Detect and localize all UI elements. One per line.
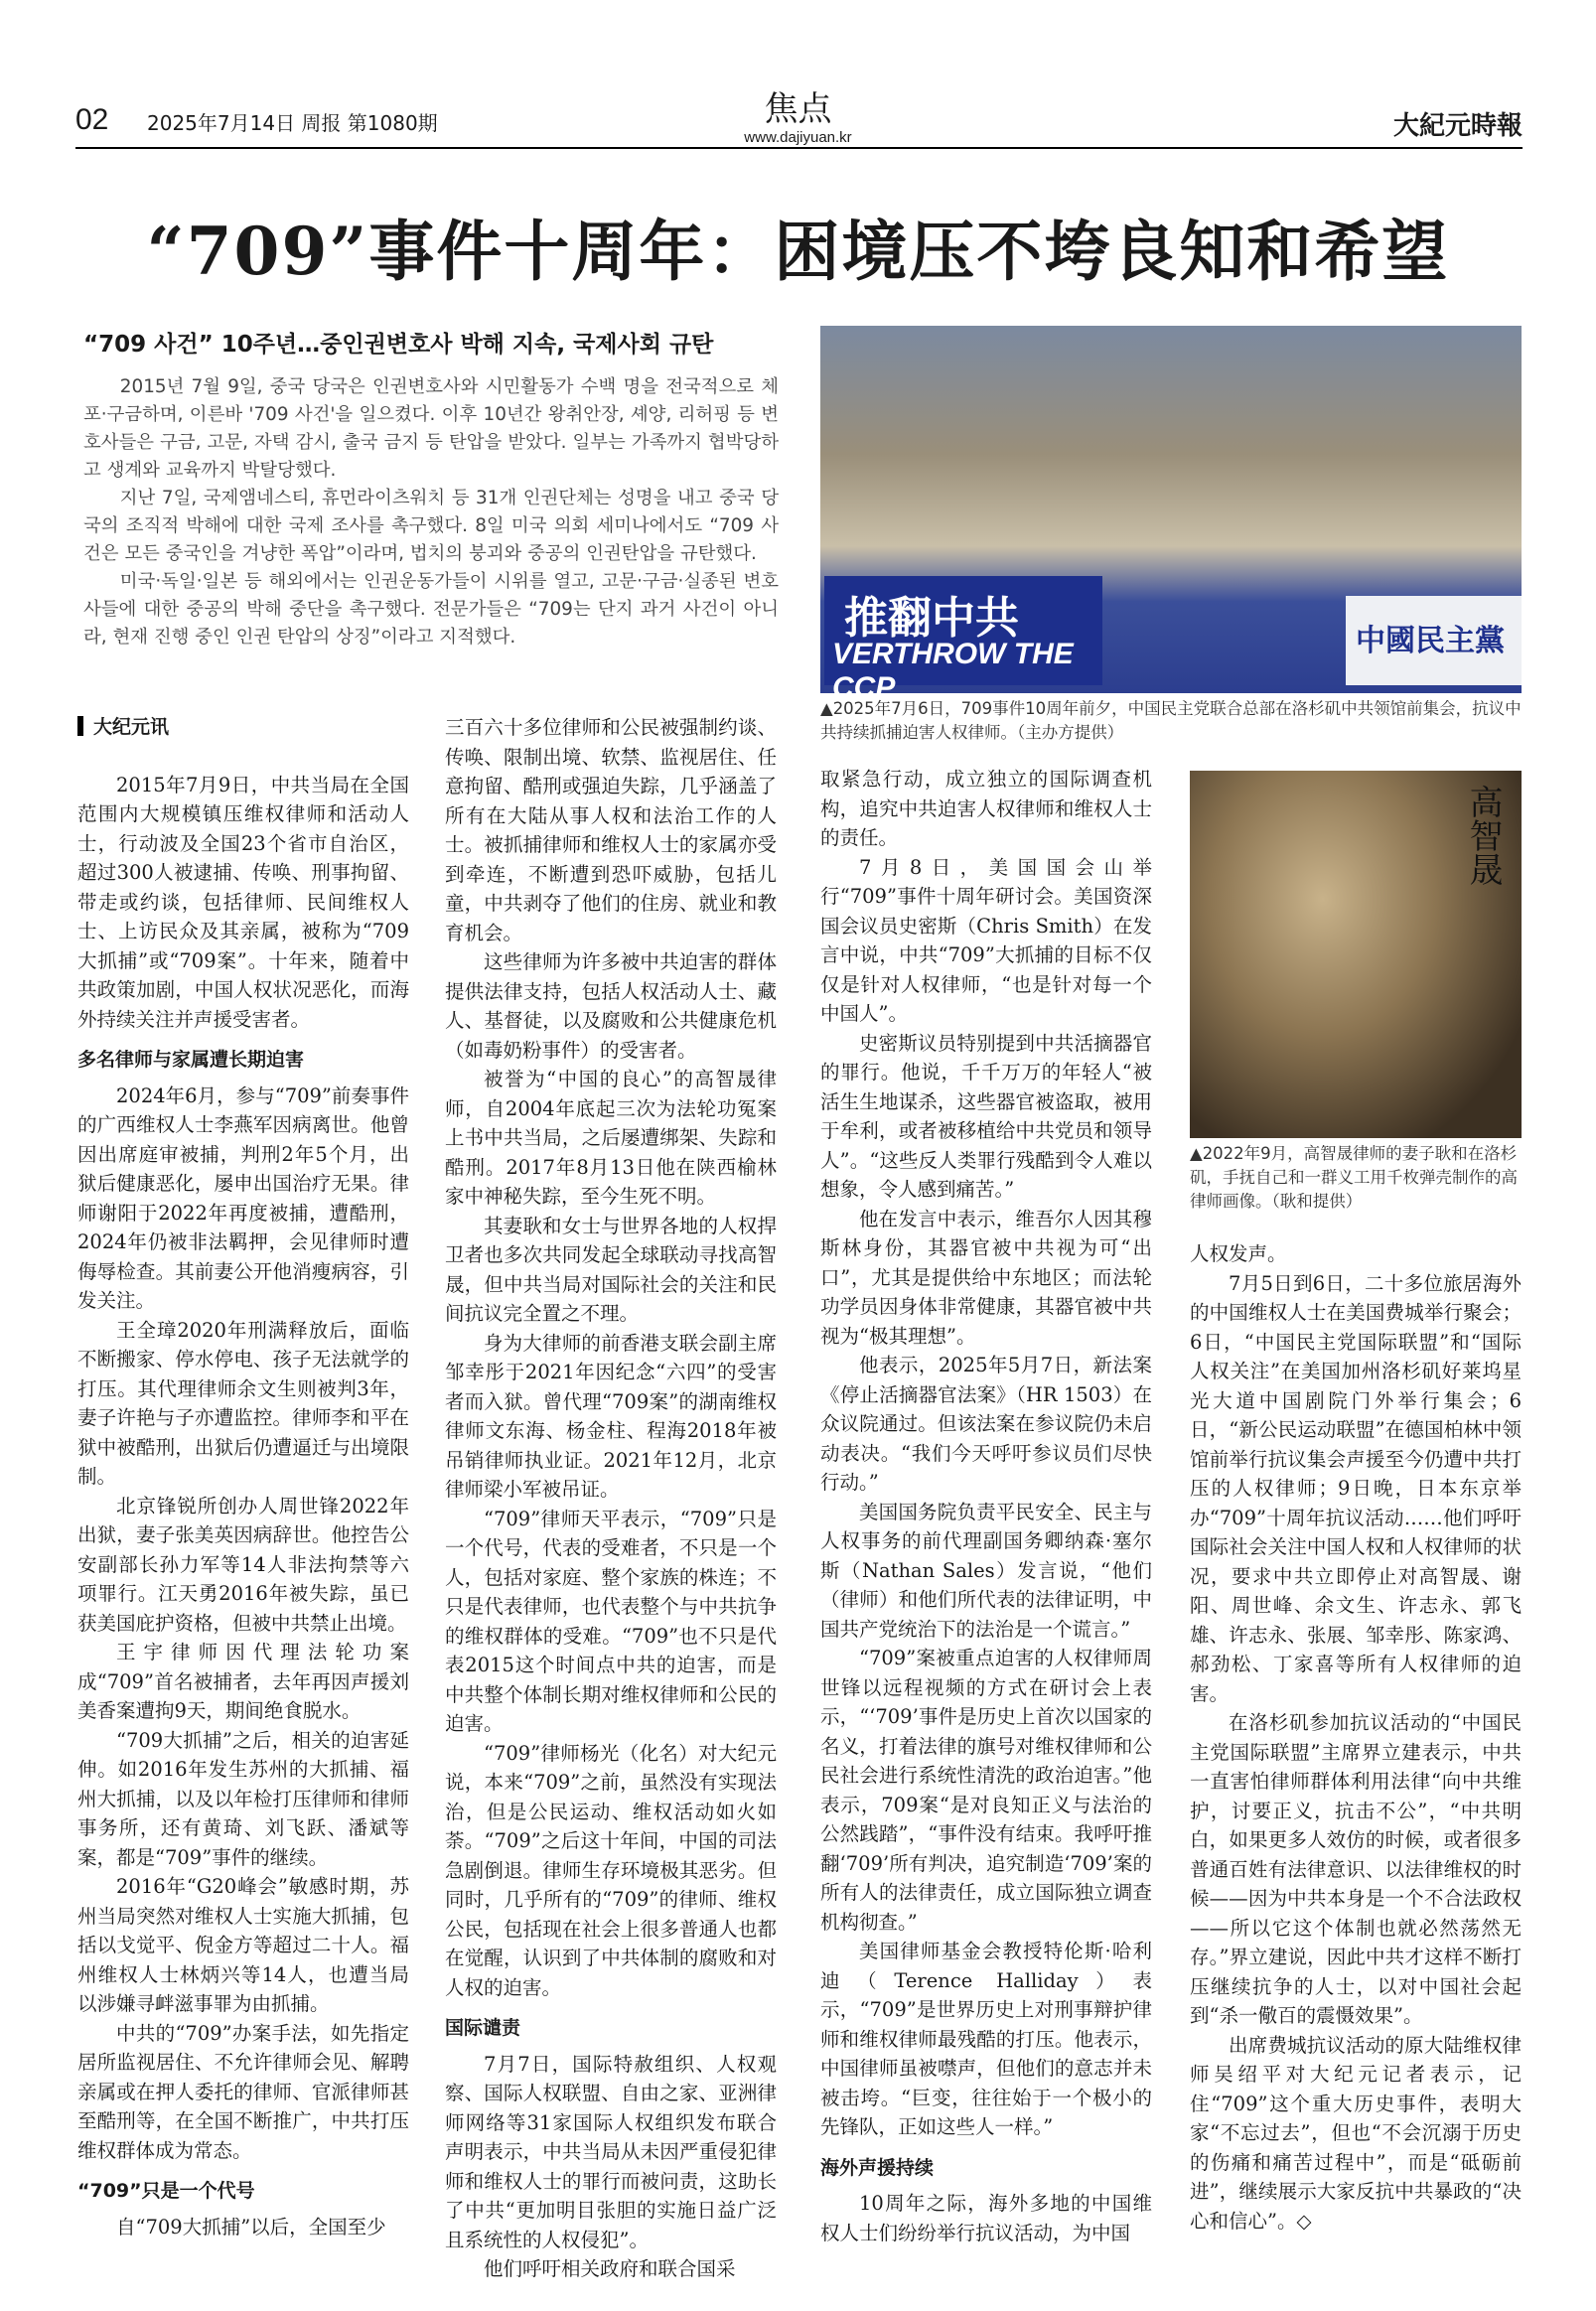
portrait-photo xyxy=(1190,771,1522,1138)
paragraph: 王全璋2020年刑满释放后，面临不断搬家、停水停电、孩子无法就学的打压。其代理律师余文生则被判3年，妻子许艳与子亦遭监控。律师李和平在狱中被酷刑，出狱后仍遭逼迁与出境限制。 xyxy=(77,1318,409,1488)
paragraph: 在洛杉矶参加抗议活动的“中国民主党国际联盟”主席界立建表示，中共一直害怕律师群体利用法律“向中共维护，讨要正义，抗击不公”，“中共明白，如果更多人效仿的时候，或者很多普通百姓有法律意识、以法律维权的时候——因为中共本身是一个不合法政权——所以它这个体制也就必然荡然无存。”界立建说，因此中共才这样不断打压继续抗争的人士，以对中国社会起到“杀一儆百的震慑效果”。 xyxy=(1190,1711,1522,2027)
article-column-1 xyxy=(77,713,409,2241)
byline xyxy=(77,713,409,743)
paragraph: 中共的“709”办案手法，如先指定居所监视居住、不允许律师会见、解聘亲属或在押人委托的律师、官派律师甚至酷刑等，在全国不断推广，中共打压维权群体成为常态。 xyxy=(77,2021,409,2162)
paragraph: 他们呼吁相关政府和联合国采 xyxy=(484,2257,736,2280)
korean-paragraph: 미국·독일·일본 등 해외에서는 인권운동가들이 시위를 열고, 고문·구금·실종된 변호사들에 대한 중공의 박해 중단을 촉구했다. 전문가들은 “709는 단지 과거 사건이 아니라, 현재 진행 중인 인권 탄압의 상징”이라고 지적했다. xyxy=(83,571,779,648)
paragraph: 史密斯议员特别提到中共活摘器官的罪行。他说，千千万万的年轻人“被活生生地谋杀，这些器官被盗取，被用于牟利，或者被移植给中共党员和领导人”。“这些反人类罪行残酷到令人难以想象，令人感到痛苦。” xyxy=(820,1031,1152,1201)
paragraph: 2015年7月9日，中共当局在全国范围内大规模镇压维权律师和活动人士，行动波及全国23个省市自治区，超过300人被逮捕、传唤、刑事拘留、带走或约谈，包括律师、民间维权人士、上访民众及其亲属，被称为“709大抓捕”或“709案”。十年来，随着中共政策加剧，中国人权状况恶化，而海外持续关注并声援受害者。 xyxy=(77,773,409,1031)
issue-date: 2025年7月14日 周报 第1080期 xyxy=(147,111,438,135)
party-banner-text: 中國民主黨 xyxy=(1356,624,1505,658)
subheading: 国际谴责 xyxy=(445,2017,521,2039)
paragraph: 美国国务院负责平民安全、民主与人权事务的前代理副国务卿纳森·塞尔斯（Nathan Sales）发言说，“他们（律师）和他们所代表的法律证明，中国共产党统治下的法治是一个谎言。” xyxy=(820,1500,1152,1641)
paragraph: 取紧急行动，成立独立的国际调查机构，追究中共迫害人权律师和维权人士的责任。 xyxy=(820,768,1152,849)
banner-text: 推翻中共 xyxy=(844,593,1019,644)
paragraph: 身为大律师的前香港支联会副主席邹幸彤于2021年因纪念“六四”的受害者而入狱。曾代理“709案”的湖南维权律师文东海、杨金柱、程海2018年被吊销律师执业证。2021年12月，北京律师梁小军被吊证。 xyxy=(445,1331,777,1501)
paragraph: 2024年6月，参与“709”前奏事件的广西维权人士李燕军因病离世。他曾因出席庭审被捕，判刑2年5个月，出狱后健康恶化，屡申出国治疗无果。律师谢阳于2022年再度被捕，遭酷刑，2024年仍被非法羁押，会见律师时遭侮辱检查。其前妻公开他消瘦病容，引发关注。 xyxy=(77,1083,409,1312)
paragraph: 10周年之际，海外多地的中国维权人士们纷纷举行抗议活动，为中国 xyxy=(820,2192,1152,2244)
paragraph: 出席费城抗议活动的原大陆维权律师吴绍平对大纪元记者表示，记住“709”这个重大历史事件，表明大家“不忘过去”，但也“不会沉溺于历史的伤痛和痛苦过程中”，而是“砥砺前进”，继续展示大家反抗中共暴政的“决心和信心”。◇ xyxy=(1190,2033,1522,2233)
paragraph: 人权发声。 xyxy=(1190,1242,1287,1265)
byline-text: 大纪元讯 xyxy=(93,716,170,738)
paragraph: 三百六十多位律师和公民被强制约谈、传唤、限制出境、软禁、监视居住、任意拘留、酷刑或强迫失踪，几乎涵盖了所有在大陆从事人权和法治工作的人士。被抓捕律师和维权人士的家属亦受到牵连，不断遭到恐吓威胁，包括儿童，中共剥夺了他们的住房、就业和教育机会。 xyxy=(445,716,777,944)
paragraph: 被誉为“中国的良心”的高智晟律师，自2004年底起三次为法轮功冤案上书中共当局，之后屡遭绑架、失踪和酷刑。2017年8月13日他在陕西榆林家中神秘失踪，至今生死不明。 xyxy=(445,1068,777,1208)
subheading: “709”只是一个代号 xyxy=(77,2180,255,2202)
paragraph: 自“709大抓捕”以后，全国至少 xyxy=(116,2215,386,2239)
korean-summary xyxy=(83,373,779,651)
paragraph: 7月5日到6日，二十多位旅居海外的中国维权人士在美国费城举行聚会；6日，“中国民主党国际联盟”和“国际人权关注”在美国加州洛杉矶好莱坞星光大道中国剧院门外举行集会；6日，“新公民运动联盟”在德国柏林中领馆前举行抗议集会声援至今仍遭中共打压的人权律师；9日晚，日本东京举办“709”十周年抗议活动……他们呼吁国际社会关注中国人权和人权律师的状况，要求中共立即停止对高智晟、谢阳、周世峰、余文生、许志永、郭飞雄、许志永、张展、邹幸彤、陈家鸿、郝劲松、丁家喜等所有人权律师的迫害。 xyxy=(1190,1271,1522,1705)
article-column-4 xyxy=(1190,1239,1522,2236)
paragraph: “709”案被重点迫害的人权律师周世锋以远程视频的方式在研讨会上表示，“‘709’事件是历史上首次以国家的名义，打着法律的旗号对维权律师和公民社会进行系统性清洗的政治迫害。”他表示，709案“是对良知正义与法治的公然践踏”，“事件没有结束。我呼吁推翻‘709’所有判决，追究制造‘709’案的所有人的法律责任，成立国际独立调查机构彻查。” xyxy=(820,1647,1152,1934)
banner-subtext: VERTHROW THE CCP xyxy=(832,638,1074,704)
paragraph: 其妻耿和女士与世界各地的人权捍卫者也多次共同发起全球联动寻找高智晟，但中共当局对国际社会的关注和民间抗议完全置之不理。 xyxy=(445,1214,777,1325)
paragraph: 7月7日，国际特赦组织、人权观察、国际人权联盟、自由之家、亚洲律师网络等31家国际人权组织发布联合声明表示，中共当局从未因严重侵犯律师和维权人士的罪行而被问责，这助长了中共“更加明目张胆的实施日益广泛且系统性的人权侵犯”。 xyxy=(445,2052,777,2251)
korean-paragraph: 지난 7일, 국제앰네스티, 휴먼라이츠워치 등 31개 인권단체는 성명을 내고 중국 당국의 조직적 박해에 대한 국제 조사를 촉구했다. 8일 미국 의회 세미나에서도 “709 사건은 모든 중국인을 겨냥한 폭압”이라며, 법치의 붕괴와 중공의 인권탄압을 규탄했다. xyxy=(83,488,779,564)
korean-paragraph: 2015년 7월 9일, 중국 당국은 인권변호사와 시민활동가 수백 명을 전국적으로 체포·구금하며, 이른바 '709 사건'을 일으켰다. 이후 10년간 왕취안장, 셰양, 리허핑 등 변호사들은 구금, 고문, 자택 감시, 출국 금지 등 탄압을 받았다. 일부는 가족까지 협박당하고 생계와 교육까지 박탈당했다. xyxy=(83,376,779,481)
paragraph: “709大抓捕”之后，相关的迫害延伸。如2016年发生苏州的大抓捕、福州大抓捕，以及以年检打压律师和律师事务所，还有黄琦、刘飞跃、潘斌等案，都是“709”事件的继续。 xyxy=(77,1728,409,1869)
korean-summary-title: “709 사건” 10주년…중인권변호사 박해 지속, 국제사회 규탄 xyxy=(83,332,714,358)
subheading: 多名律师与家属遭长期迫害 xyxy=(77,1049,305,1071)
paragraph: “709”律师杨光（化名）对大纪元说，本来“709”之前，虽然没有实现法治，但是公民运动、维权活动如火如荼。“709”之后这十年间，中国的司法急剧倒退。律师生存环境极其恶劣。但同时，几乎所有的“709”的律师、维权公民，包括现在社会上很多普通人也都在觉醒，认识到了中共体制的腐败和对人权的迫害。 xyxy=(445,1741,777,1999)
article-column-2 xyxy=(445,713,777,2284)
photo-caption: ▲2025年7月6日，709事件10周年前夕，中国民主党联合总部在洛杉矶中共领馆前集会，抗议中共持续抓捕迫害人权律师。（主办方提供） xyxy=(820,699,1522,742)
paragraph: 7月8日，美国国会山举行“709”事件十周年研讨会。美国资深国会议员史密斯（Chris Smith）在发言中说，中共“709”大抓捕的目标不仅仅是针对人权律师，“也是针对每一个中国人”。 xyxy=(820,855,1152,1025)
headline: “709”事件十周年：困境压不垮良知和希望 xyxy=(146,213,1450,290)
paragraph: “709”律师天平表示，“709”只是一个代号，代表的受难者，不只是一个人，包括对家庭、整个家族的株连；不只是代表律师，也代表整个与中共抗争的维权群体的受难。“709”也不只是代表2015这个时间点中共的迫害，而是中共整个体制长期对维权律师和公民的迫害。 xyxy=(445,1507,777,1735)
paragraph: 2016年“G20峰会”敏感时期，苏州当局突然对维权人士实施大抓捕，包括以戈觉平、倪金方等超过二十人。福州维权人士林炳兴等14人，也遭当局以涉嫌寻衅滋事罪为由抓捕。 xyxy=(77,1875,409,2015)
photo-caption: ▲2022年9月，高智晟律师的妻子耿和在洛杉矶，手抚自己和一群义工用千枚弹壳制作的高律师画像。（耿和提供） xyxy=(1190,1144,1518,1211)
article-column-3 xyxy=(820,765,1152,2247)
paragraph: 王宇律师因代理法轮功案成“709”首名被捕者，去年再因声援刘美香案遭拘9天，期间绝食脱水。 xyxy=(77,1641,409,1722)
byline-bar xyxy=(77,716,83,736)
page-number: 02 xyxy=(75,103,109,136)
paragraph: 他在发言中表示，维吾尔人因其穆斯林身份，其器官被中共视为可“出口”，尤其是提供给中东地区；而法轮功学员因身体非常健康，其器官被中共视为“极其理想”。 xyxy=(820,1207,1152,1348)
protest-banner xyxy=(824,576,1102,704)
paragraph: 这些律师为许多被中共迫害的群体提供法律支持，包括人权活动人士、藏人、基督徒，以及腐败和公共健康危机（如毒奶粉事件）的受害者。 xyxy=(445,950,777,1062)
portrait-text: 高智晟 xyxy=(1463,785,1503,886)
site-url[interactable]: www.dajiyuan.kr xyxy=(744,129,852,146)
paragraph: 美国律师基金会教授特伦斯·哈利迪（Terence Halliday）表示，“709”是世界历史上对刑事辩护律师和维权律师最残酷的打压。他表示，中国律师虽被噤声，但他们的意志并未被击垮。“巨变，往往始于一个极小的先锋队，正如这些人一样。” xyxy=(820,1940,1152,2138)
paragraph: 北京锋锐所创办人周世锋2022年出狱，妻子张美英因病辞世。他控告公安副部长孙力军等14人非法拘禁等六项罪行。江天勇2016年被失踪，虽已获美国庇护资格，但被中共禁止出境。 xyxy=(77,1494,409,1635)
subheading: 海外声援持续 xyxy=(820,2156,935,2179)
party-banner xyxy=(1346,596,1522,685)
brand-logo: 大紀元時報 xyxy=(1392,111,1523,141)
header-rule xyxy=(75,147,1523,149)
section-title: 焦点 xyxy=(764,89,832,129)
paragraph: 他表示，2025年5月7日，新法案《停止活摘器官法案》（HR 1503）在众议院通过。但该法案在参议院仍未启动表决。“我们今天呼吁参议员们尽快行动。” xyxy=(820,1354,1152,1494)
